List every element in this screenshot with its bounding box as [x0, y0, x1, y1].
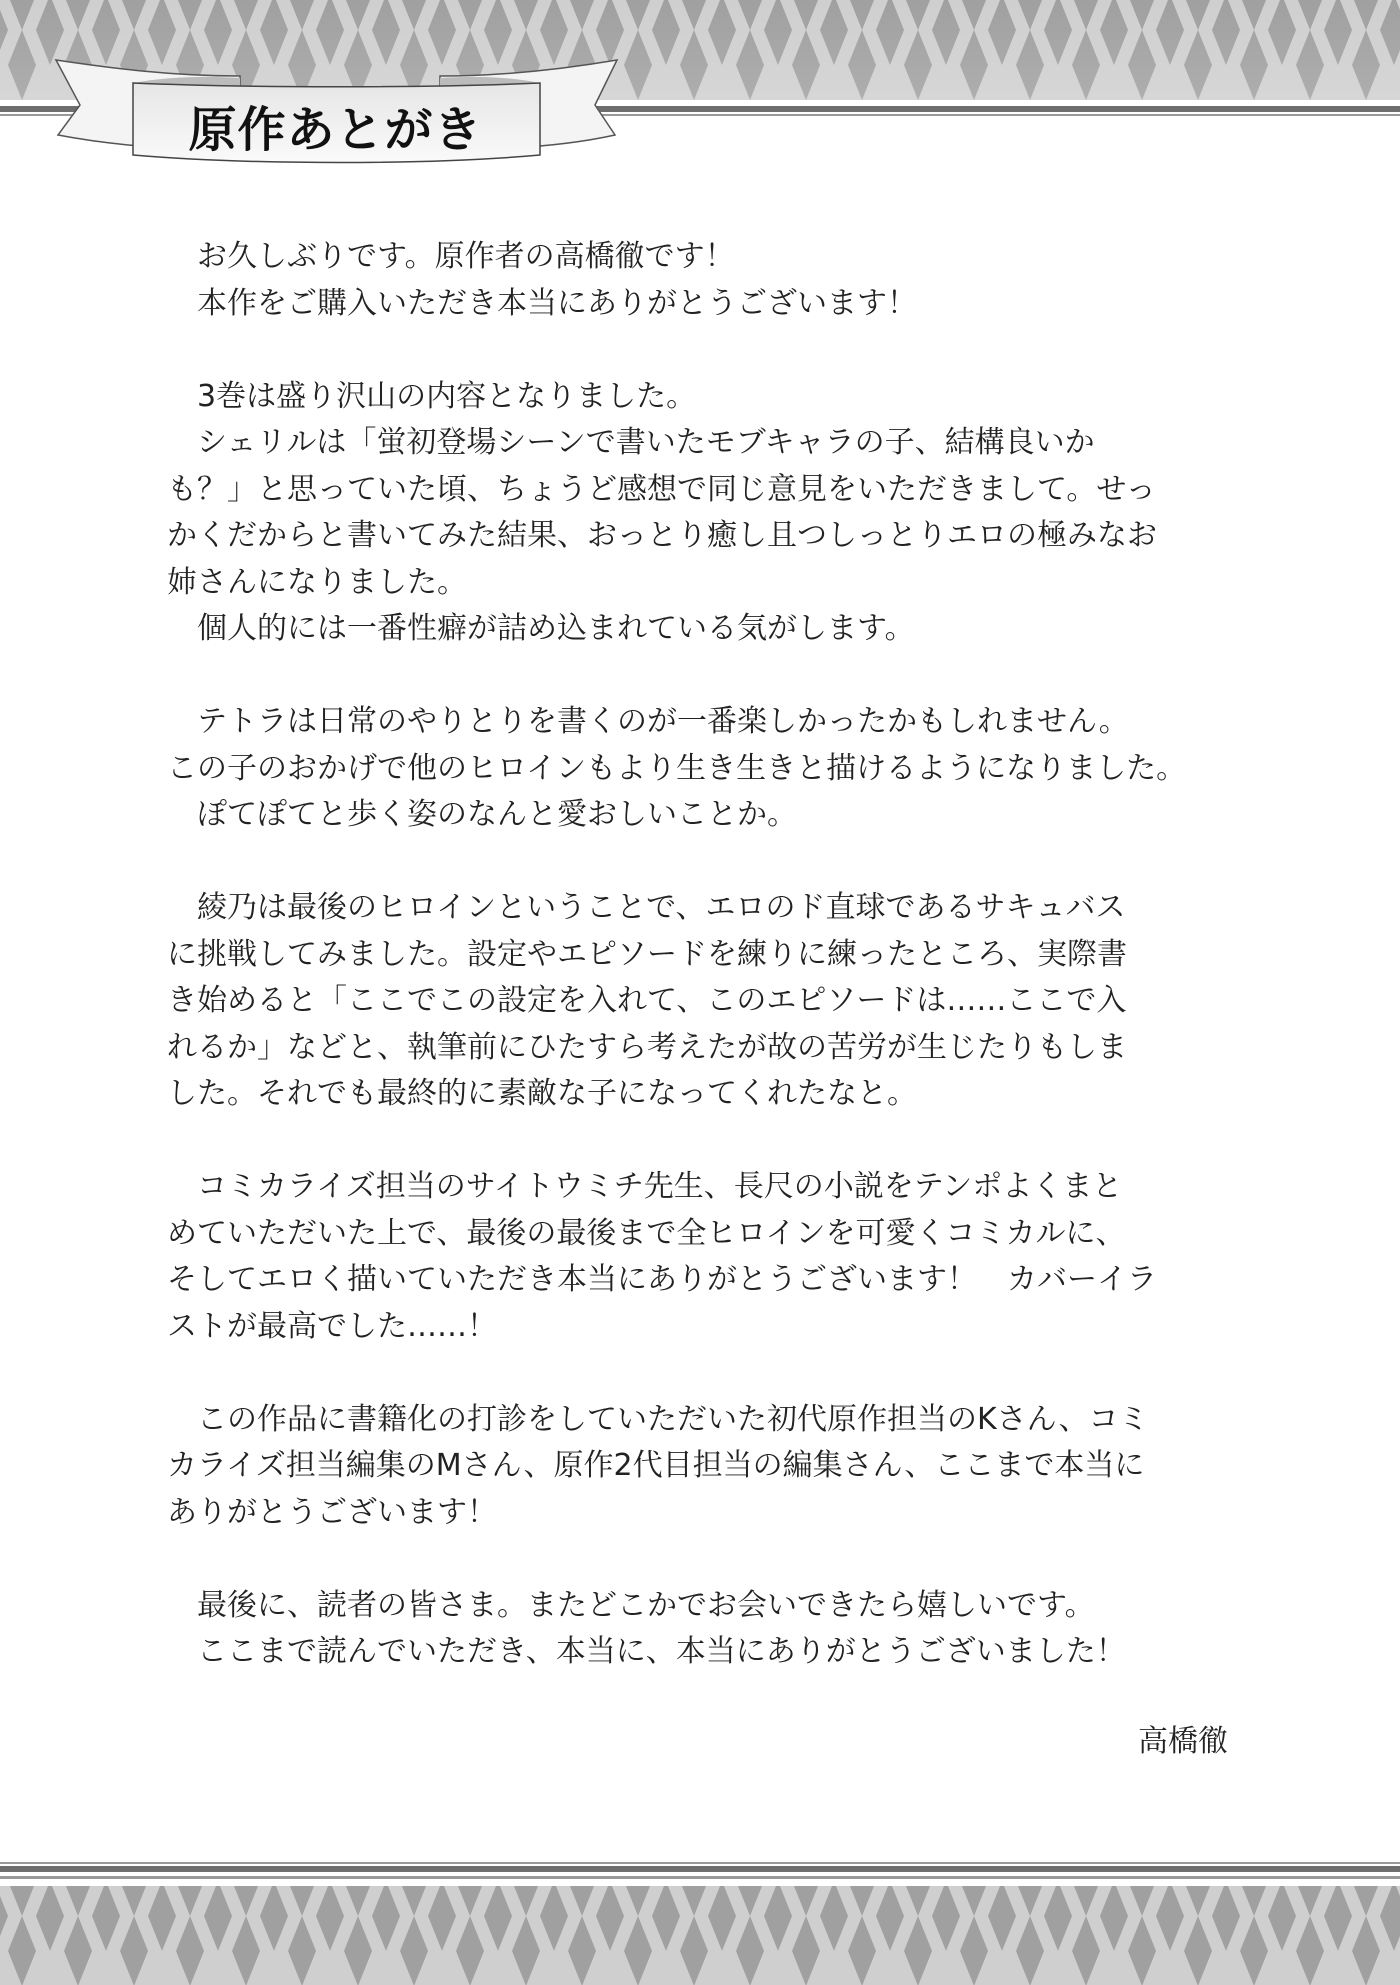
text-line: ありがとうございます！	[167, 1494, 497, 1530]
text-line: 本作をご購入いただき本当にありがとうございます！	[167, 285, 917, 321]
text-line: ここまで読んでいただき、本当に、本当にありがとうございました！	[167, 1634, 1126, 1669]
text-line: この作品に書籍化の打診をしていただいた初代原作担当のKさん、コミ	[167, 1401, 1149, 1437]
text-line: カライズ担当編集のMさん、原作2代目担当の編集さん、ここまで本当に	[167, 1448, 1145, 1483]
author-signature: 高橋徹	[1138, 1724, 1228, 1759]
text-line: ぽてぽてと歩く姿のなんと愛おしいことか。	[167, 797, 797, 832]
text-line: した。それでも最終的に素敵な子になってくれたなと。	[167, 1076, 917, 1111]
blank-line	[167, 839, 1277, 886]
text-line: き始めると「ここでこの設定を入れて、このエピソードは……ここで入	[167, 983, 1127, 1018]
text-line: 3巻は盛り沢山の内容となりました。	[167, 378, 697, 414]
text-line: そしてエロく描いていただき本当にありがとうございます！ カバーイラ	[167, 1262, 1157, 1297]
text-line: 綾乃は最後のヒロインということで、エロのド直球であるサキュバス	[167, 890, 1126, 925]
text-line: お久しぶりです。原作者の高橋徹です！	[167, 239, 735, 274]
blank-line	[167, 653, 1277, 700]
text-line: れるか」などと、執筆前にひたすら考えたが故の苦労が生じたりもしま	[167, 1029, 1127, 1065]
text-line: 最後に、読者の皆さま。またどこかでお会いできたら嬉しいです。	[167, 1587, 1095, 1623]
afterword-body	[167, 234, 1277, 1676]
text-line: ストが最高でした……！	[167, 1308, 497, 1344]
text-line: かくだからと書いてみた結果、おっとり癒し且つしっとりエロの極みなお	[167, 518, 1157, 553]
blank-line	[167, 1350, 1277, 1397]
divider	[0, 1866, 1400, 1872]
text-line: シェリルは「蛍初登場シーンで書いたモブキャラの子、結構良いか	[167, 425, 1095, 460]
text-line: コミカライズ担当のサイトウミチ先生、長尺の小説をテンポよくまと	[167, 1169, 1123, 1204]
text-line: テトラは日常のやりとりを書くのが一番楽しかったかもしれません。	[167, 704, 1129, 739]
bottom-diamond-border	[0, 1886, 1400, 1985]
divider	[0, 1862, 1400, 1864]
text-line: も？」と思っていた頃、ちょうど感想で同じ意見をいただきまして。せっ	[167, 471, 1156, 507]
text-line: めていただいた上で、最後の最後まで全ヒロインを可愛くコミカルに、	[167, 1215, 1126, 1251]
text-line: に挑戦してみました。設定やエピソードを練りに練ったところ、実際書	[167, 936, 1127, 972]
divider	[0, 1876, 1400, 1879]
blank-line	[167, 1536, 1277, 1583]
blank-line	[167, 327, 1277, 374]
text-line: 姉さんになりました。	[167, 564, 467, 600]
text-line: 個人的には一番性癖が詰め込まれている気がします。	[167, 611, 915, 646]
blank-line	[167, 1118, 1277, 1165]
text-line: この子のおかげで他のヒロインもより生き生きと描けるようになりました。	[167, 750, 1187, 786]
page-title: 原作あとがき	[188, 102, 483, 158]
